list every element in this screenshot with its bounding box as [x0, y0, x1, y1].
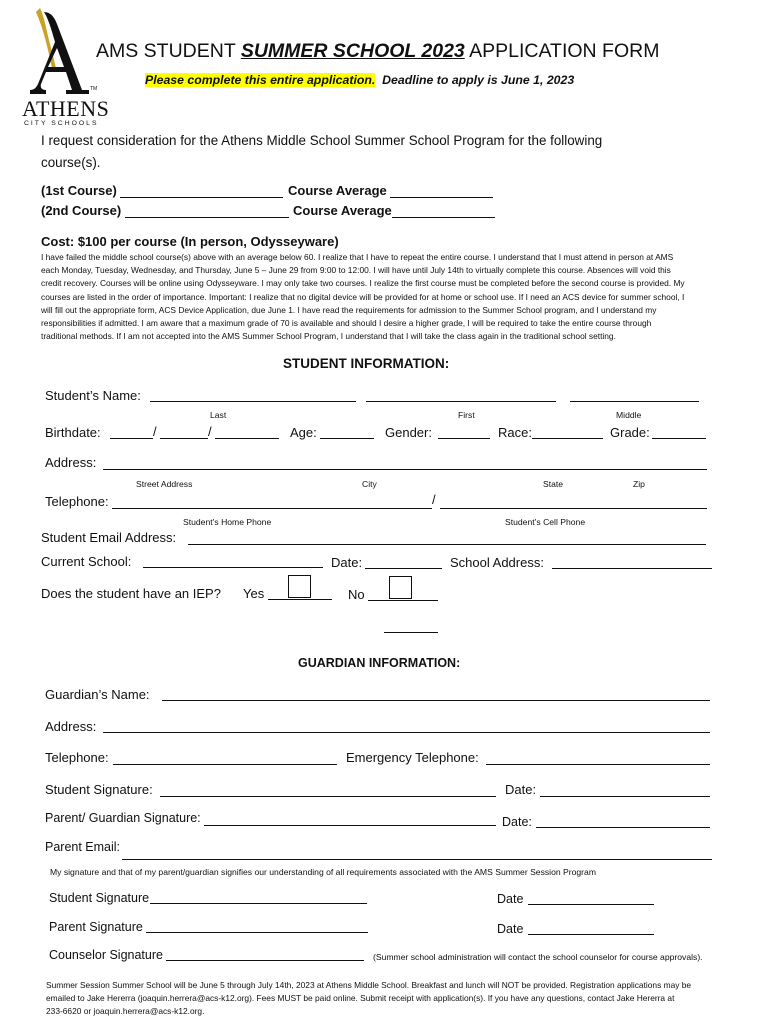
- student-info-heading: STUDENT INFORMATION:: [283, 356, 450, 371]
- intro-line-2: course(s).: [41, 155, 101, 170]
- parent-email-field[interactable]: [122, 859, 712, 860]
- parent-guardian-signature-label: Parent/ Guardian Signature:: [45, 811, 201, 825]
- guardian-telephone-field[interactable]: [113, 764, 337, 765]
- title-prefix: AMS STUDENT: [96, 40, 241, 62]
- logo-trademark: TM: [90, 86, 98, 92]
- form-title: [96, 40, 659, 63]
- student-email-field[interactable]: [188, 544, 706, 545]
- school-date-label: Date:: [331, 555, 363, 570]
- terms-line: courses are listed in the order of importance. Important: I realize that no digital device will be provided for at home or school use. If I need an ACS device for summer school, I: [41, 291, 685, 302]
- footer-line: Summer Session Summer School will be June 5 through July 14th, 2023 at Athens Middle School. Breakfast and lunch will NOT be provided. Registration applications may be: [46, 980, 692, 990]
- terms-line: I have failed the middle school course(s) above with an average below 60. I realize that I have to repeat the entire course. I understand that I must attend in person at AMS: [41, 252, 674, 262]
- notice-highlight: Please complete this entire application.: [145, 73, 376, 87]
- state-caption: State: [543, 479, 564, 489]
- guardian-address-label: Address:: [45, 719, 97, 734]
- grade-label: Grade:: [610, 425, 650, 440]
- student-signature-date-field[interactable]: [540, 796, 710, 797]
- parent-signature-date-label: Date:: [502, 815, 532, 829]
- iep-yes-checkbox[interactable]: [288, 575, 311, 598]
- footer-notes: [46, 979, 762, 1019]
- student-email-label: Student Email Address:: [41, 530, 177, 545]
- school-address-field[interactable]: [552, 568, 712, 569]
- terms-line: credit recovery. Courses will be online using Odysseyware. I may only take two courses. I realize the first course must be completed before the second course is provided. My: [41, 278, 685, 289]
- title-suffix: APPLICATION FORM: [464, 40, 660, 62]
- street-address-caption: Street Address: [136, 479, 193, 489]
- student-telephone-label: Telephone:: [45, 494, 109, 509]
- birthdate-slash: /: [153, 424, 157, 439]
- emergency-telephone-field[interactable]: [486, 764, 710, 765]
- guardian-name-label: Guardian’s Name:: [45, 687, 150, 702]
- city-caption: City: [362, 479, 377, 489]
- parent-email-label: Parent Email:: [45, 840, 121, 854]
- guardian-telephone-label: Telephone:: [45, 750, 109, 765]
- birth-day-field[interactable]: [160, 438, 208, 439]
- student-first-name-field[interactable]: [366, 401, 556, 402]
- gender-field[interactable]: [438, 438, 490, 439]
- parent-final-date-label: Date: [497, 922, 524, 936]
- course-1-label: (1st Course): [41, 183, 117, 198]
- race-field[interactable]: [532, 438, 603, 439]
- home-phone-caption: Student’s Home Phone: [183, 517, 272, 527]
- student-signature-label: Student Signature:: [45, 782, 153, 797]
- student-last-name-field[interactable]: [150, 401, 356, 402]
- student-middle-name-field[interactable]: [570, 401, 699, 402]
- birthdate-slash: /: [208, 424, 212, 439]
- stray-blank-line: [384, 632, 438, 633]
- guardian-address-field[interactable]: [103, 732, 710, 733]
- course-2-field[interactable]: [125, 217, 289, 218]
- school-date-field[interactable]: [365, 568, 442, 569]
- student-address-field[interactable]: [103, 469, 707, 470]
- terms-line: each Monday, Tuesday, Wednesday, and Thursday, June 5 – June 29 from 9:00 to 12:00. I will have until July 14th to virtually complete this course. Absences will void this: [41, 265, 671, 276]
- iep-no-checkbox[interactable]: [389, 576, 412, 599]
- course-2-label: (2nd Course): [41, 203, 122, 218]
- notice-deadline: Deadline to apply is June 1, 2023: [375, 73, 575, 87]
- parent-signature-final-field[interactable]: [146, 932, 368, 933]
- grade-field[interactable]: [652, 438, 706, 439]
- race-label: Race:: [498, 425, 532, 440]
- iep-no-label: No: [348, 587, 365, 602]
- student-final-date-label: Date: [497, 892, 524, 906]
- footer-line: 233-6620 or joaquin.herrera@acs-k12.org.: [46, 1006, 205, 1017]
- course-1-average-label: Course Average: [288, 183, 387, 198]
- guardian-name-field[interactable]: [162, 700, 710, 701]
- student-final-date-field[interactable]: [528, 904, 654, 905]
- counselor-note: (Summer school administration will contact the school counselor for course approvals).: [373, 952, 703, 962]
- age-label: Age:: [290, 425, 317, 440]
- home-phone-field[interactable]: [112, 508, 432, 509]
- terms-line: will fill out the appropriate form, ACS Device Application, due June 1. I have read the requirements for admission to the Summer School program, and I understand my: [41, 304, 657, 315]
- student-signature-field[interactable]: [160, 796, 496, 797]
- iep-question: Does the student have an IEP?: [41, 586, 221, 601]
- intro-line-1: I request consideration for the Athens Middle School Summer School Program for the following: [41, 133, 603, 148]
- course-2-average-label: Course Average: [293, 203, 392, 218]
- counselor-signature-label: Counselor Signature: [49, 948, 163, 962]
- athens-logo: [22, 6, 110, 130]
- deadline-notice: [145, 73, 574, 87]
- school-address-label: School Address:: [450, 555, 544, 570]
- parent-final-date-field[interactable]: [528, 934, 654, 935]
- first-name-caption: First: [458, 410, 475, 420]
- parent-guardian-signature-field[interactable]: [204, 825, 496, 826]
- counselor-signature-field[interactable]: [166, 960, 364, 961]
- student-signature-final-field[interactable]: [150, 903, 367, 904]
- student-name-label: Student’s Name:: [45, 388, 141, 403]
- birth-year-field[interactable]: [215, 438, 279, 439]
- iep-no-line: [368, 600, 438, 601]
- footer-line: emailed to Jake Hererra (joaquin.herrera@acs-k12.org). Fees MUST be paid online. Submit receipt with application(s). If you have any questions, contact Jake Hererra at: [46, 993, 675, 1004]
- acknowledgement-text: My signature and that of my parent/guardian signifies our understanding of all requirements associated with the AMS Summer Session Program: [50, 867, 596, 877]
- parent-signature-final-label: Parent Signature: [49, 920, 143, 934]
- emergency-telephone-label: Emergency Telephone:: [346, 750, 479, 765]
- birth-month-field[interactable]: [110, 438, 153, 439]
- birthdate-label: Birthdate:: [45, 425, 101, 440]
- course-2-average-field[interactable]: [392, 217, 495, 218]
- iep-yes-label: Yes: [243, 586, 265, 601]
- iep-yes-line: [268, 599, 332, 600]
- course-1-field[interactable]: [120, 197, 283, 198]
- current-school-field[interactable]: [143, 567, 323, 568]
- zip-caption: Zip: [633, 479, 645, 489]
- logo-name: ATHENS: [22, 96, 110, 121]
- cell-phone-field[interactable]: [440, 508, 707, 509]
- student-signature-final-label: Student Signature: [49, 891, 150, 905]
- logo-subtitle: CITY SCHOOLS: [24, 120, 99, 127]
- course-1-average-field[interactable]: [390, 197, 493, 198]
- terms-paragraph: [41, 251, 761, 343]
- gender-label: Gender:: [385, 425, 432, 440]
- student-signature-date-label: Date:: [505, 782, 537, 797]
- last-name-caption: Last: [210, 410, 227, 420]
- age-field[interactable]: [320, 438, 374, 439]
- cost-line: Cost: $100 per course (In person, Odysseyware): [41, 234, 339, 249]
- parent-signature-date-field[interactable]: [536, 827, 710, 828]
- current-school-label: Current School:: [41, 554, 132, 569]
- middle-name-caption: Middle: [616, 410, 642, 420]
- athens-a-icon: [22, 6, 106, 98]
- phone-separator: /: [432, 492, 436, 507]
- title-emphasis: SUMMER SCHOOL 2023: [240, 40, 465, 62]
- student-address-label: Address:: [45, 455, 97, 470]
- terms-line: traditional methods. If I am not accepted into the AMS Summer School Program, I understand that I will take the class again in the traditional school setting.: [41, 331, 616, 342]
- terms-line: responsibilities if admitted. I am aware that a maximum grade of 70 is available and should I desire a higher grade, I will be required to take the entire course through: [41, 318, 652, 329]
- cell-phone-caption: Student’s Cell Phone: [505, 517, 586, 527]
- guardian-info-heading: GUARDIAN INFORMATION:: [298, 656, 461, 670]
